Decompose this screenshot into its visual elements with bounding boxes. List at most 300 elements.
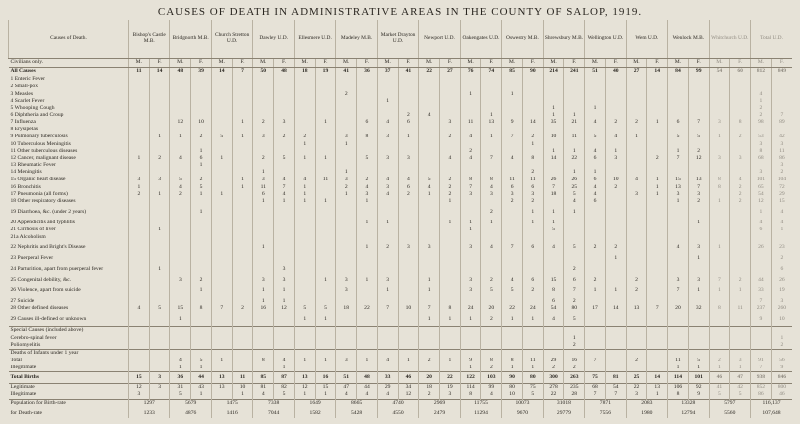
table-cell: 22 xyxy=(440,372,461,383)
table-cell: 3 xyxy=(605,155,626,162)
table-cell xyxy=(647,327,668,335)
table-cell xyxy=(481,141,502,148)
table-cell: 9 xyxy=(751,313,772,327)
table-cell: 4 xyxy=(294,177,315,184)
district-header: Shrewsbury M.B. xyxy=(543,20,584,58)
table-cell: 5 xyxy=(357,155,378,162)
cause-row xyxy=(9,127,793,134)
table-cell xyxy=(253,148,274,155)
table-cell xyxy=(730,84,751,91)
table-cell: 812 xyxy=(751,67,772,76)
table-cell: 3 xyxy=(377,184,398,191)
table-cell: 2 xyxy=(771,169,792,176)
table-cell xyxy=(294,91,315,98)
table-cell xyxy=(730,335,751,342)
table-cell xyxy=(585,298,606,305)
table-cell xyxy=(294,255,315,262)
table-cell xyxy=(149,349,170,357)
row-label: 13 Rheumatic Fever xyxy=(10,162,56,169)
table-cell xyxy=(751,349,772,357)
table-cell xyxy=(626,255,647,262)
table-cell: 7 xyxy=(377,305,398,312)
table-cell xyxy=(605,313,626,327)
table-cell: 1 xyxy=(315,358,336,365)
table-cell xyxy=(730,76,751,83)
table-cell: 92 xyxy=(688,383,709,391)
table-cell xyxy=(211,313,232,327)
table-cell xyxy=(129,313,150,327)
table-cell: 107,648 xyxy=(751,409,792,418)
table-cell xyxy=(191,349,212,357)
table-cell: 1 xyxy=(357,220,378,227)
row-label: Special Causes (included above) xyxy=(9,327,129,335)
table-cell xyxy=(398,127,419,134)
table-cell: 3 xyxy=(336,358,357,365)
table-cell xyxy=(315,335,336,342)
table-cell xyxy=(398,365,419,372)
table-cell: 15 xyxy=(129,372,150,383)
table-cell: 1 xyxy=(336,169,357,176)
row-label: 28 Other defined diseases xyxy=(10,305,69,312)
table-cell: 4 xyxy=(751,220,772,227)
table-cell: 6 xyxy=(668,119,689,126)
table-cell: 11 xyxy=(253,184,274,191)
table-cell xyxy=(585,91,606,98)
table-cell: 5 xyxy=(688,358,709,365)
table-cell xyxy=(336,105,357,112)
table-cell: 2 xyxy=(730,277,751,284)
table-cell xyxy=(419,169,440,176)
table-cell xyxy=(191,255,212,262)
table-cell: 1 xyxy=(191,148,212,155)
table-cell: 1 xyxy=(419,313,440,327)
table-cell xyxy=(564,234,585,241)
table-cell: 23 xyxy=(771,241,792,255)
table-cell: 1 xyxy=(730,284,751,298)
table-cell xyxy=(585,141,606,148)
table-cell: M. xyxy=(668,58,689,67)
table-cell: 37 xyxy=(377,67,398,76)
table-cell xyxy=(336,162,357,169)
table-cell xyxy=(751,162,772,169)
table-cell: 1 xyxy=(398,134,419,141)
table-cell xyxy=(315,191,336,198)
table-cell xyxy=(647,134,668,141)
table-cell xyxy=(585,205,606,219)
table-cell xyxy=(377,198,398,205)
table-cell: 1 xyxy=(522,205,543,219)
table-cell: 1 xyxy=(294,141,315,148)
table-cell xyxy=(564,105,585,112)
table-cell xyxy=(232,220,253,227)
table-cell xyxy=(315,141,336,148)
table-cell xyxy=(419,298,440,305)
table-cell: 2 xyxy=(730,134,751,141)
district-header: Dawley U.D. xyxy=(253,20,294,58)
table-cell xyxy=(232,105,253,112)
table-cell: 46 xyxy=(398,372,419,383)
table-cell: 7338 xyxy=(253,399,294,408)
row-label: Population for Birth-rate xyxy=(9,399,129,408)
table-cell xyxy=(502,76,523,83)
table-cell: 1 xyxy=(191,191,212,198)
table-cell xyxy=(336,298,357,305)
table-cell xyxy=(170,98,191,105)
table-cell: 19 xyxy=(771,284,792,298)
table-cell xyxy=(274,76,295,83)
table-cell xyxy=(191,227,212,234)
table-cell xyxy=(336,349,357,357)
table-cell xyxy=(605,220,626,227)
table-cell: 9 xyxy=(460,358,481,365)
table-cell xyxy=(211,105,232,112)
table-cell xyxy=(419,134,440,141)
row-label: Total Births xyxy=(9,372,129,383)
table-cell xyxy=(688,298,709,305)
table-cell: 263 xyxy=(564,372,585,383)
table-cell: 1 xyxy=(751,205,772,219)
table-cell: 8 xyxy=(481,177,502,184)
table-cell xyxy=(460,198,481,205)
table-cell xyxy=(232,313,253,327)
table-cell: 26 xyxy=(751,241,772,255)
table-cell: 5 xyxy=(730,391,751,399)
table-cell xyxy=(211,205,232,219)
table-cell xyxy=(211,198,232,205)
table-cell xyxy=(460,234,481,241)
table-cell: 5560 xyxy=(709,409,750,418)
table-cell: 7 xyxy=(502,241,523,255)
table-cell: 1 xyxy=(709,134,730,141)
table-cell xyxy=(751,255,772,262)
table-cell xyxy=(398,335,419,342)
table-cell xyxy=(315,220,336,227)
table-cell: 1 xyxy=(440,220,461,227)
table-cell: 11 xyxy=(129,67,150,76)
table-cell xyxy=(585,220,606,227)
table-cell: 19 xyxy=(440,383,461,391)
table-cell: 237 xyxy=(751,305,772,312)
table-cell: 2 xyxy=(771,255,792,262)
table-cell: 3 xyxy=(522,191,543,198)
table-cell: 1 xyxy=(522,220,543,227)
table-cell xyxy=(336,342,357,349)
table-cell xyxy=(129,342,150,349)
table-cell: 46 xyxy=(771,391,792,399)
table-cell xyxy=(502,127,523,134)
table-cell: 39 xyxy=(191,67,212,76)
table-cell: 4 xyxy=(730,177,751,184)
table-cell xyxy=(522,255,543,262)
table-cell xyxy=(668,98,689,105)
table-cell: 98 xyxy=(751,119,772,126)
table-cell: 1 xyxy=(211,191,232,198)
cause-row xyxy=(9,277,793,284)
table-cell xyxy=(440,277,461,284)
table-cell xyxy=(129,98,150,105)
table-cell: M. xyxy=(129,58,150,67)
table-cell: 3 xyxy=(751,169,772,176)
table-cell xyxy=(191,198,212,205)
table-cell: 1 xyxy=(357,277,378,284)
table-cell xyxy=(170,262,191,276)
table-cell: M. xyxy=(336,58,357,67)
table-cell xyxy=(357,148,378,155)
table-cell xyxy=(253,327,274,335)
table-cell xyxy=(460,127,481,134)
table-cell: 2 xyxy=(129,191,150,198)
table-cell xyxy=(129,284,150,298)
table-cell: 50 xyxy=(253,67,274,76)
table-cell xyxy=(440,141,461,148)
table-cell xyxy=(129,84,150,91)
table-cell xyxy=(170,169,191,176)
table-cell xyxy=(191,169,212,176)
table-cell: 7 xyxy=(688,119,709,126)
row-label: Poliomyelitis xyxy=(10,342,41,348)
table-cell xyxy=(626,327,647,335)
table-cell xyxy=(191,262,212,276)
table-cell xyxy=(357,335,378,342)
table-cell xyxy=(294,127,315,134)
table-cell: 5 xyxy=(585,134,606,141)
table-cell xyxy=(398,342,419,349)
table-cell xyxy=(440,84,461,91)
table-cell xyxy=(481,84,502,91)
district-header: Bridgnorth M.B. xyxy=(170,20,211,58)
table-cell xyxy=(315,298,336,305)
table-cell xyxy=(751,127,772,134)
table-cell xyxy=(149,162,170,169)
table-cell: 13 xyxy=(626,305,647,312)
table-cell xyxy=(626,365,647,372)
table-cell xyxy=(605,277,626,284)
table-cell: 1 xyxy=(336,191,357,198)
table-cell: 2 xyxy=(605,241,626,255)
row-label: 24 Parturition, apart from puerperal fever xyxy=(10,265,104,272)
table-cell xyxy=(709,313,730,327)
table-cell: 1 xyxy=(170,134,191,141)
table-cell xyxy=(170,141,191,148)
table-cell xyxy=(440,112,461,119)
table-cell xyxy=(253,98,274,105)
cause-row xyxy=(9,169,793,176)
table-cell: M. xyxy=(626,58,647,67)
table-cell xyxy=(377,298,398,305)
table-cell: 3 xyxy=(709,119,730,126)
row-label: 21a Alcoholism xyxy=(10,233,46,240)
cause-row xyxy=(9,234,793,241)
table-cell xyxy=(460,205,481,219)
table-cell: 3 xyxy=(751,141,772,148)
table-cell xyxy=(605,84,626,91)
table-cell xyxy=(502,105,523,112)
table-cell: 8 xyxy=(709,177,730,184)
table-cell: 4 xyxy=(357,184,378,191)
table-cell xyxy=(357,327,378,335)
table-cell xyxy=(170,127,191,134)
table-cell xyxy=(211,162,232,169)
table-cell xyxy=(294,112,315,119)
table-cell xyxy=(626,205,647,219)
table-cell: 1 xyxy=(294,184,315,191)
table-cell xyxy=(771,91,792,98)
table-cell: 75 xyxy=(522,383,543,391)
table-cell: 5 xyxy=(564,313,585,327)
table-cell: 2 xyxy=(440,177,461,184)
table-cell: 5 xyxy=(191,358,212,365)
table-cell xyxy=(419,162,440,169)
table-cell: F. xyxy=(605,58,626,67)
table-cell: 1 xyxy=(460,313,481,327)
table-cell: 10 xyxy=(191,119,212,126)
table-cell: 1 xyxy=(357,241,378,255)
table-cell: 11 xyxy=(502,177,523,184)
table-cell xyxy=(357,234,378,241)
table-cell xyxy=(253,262,274,276)
table-cell: 2 xyxy=(191,177,212,184)
table-cell: 4 xyxy=(585,191,606,198)
table-cell xyxy=(232,84,253,91)
table-cell xyxy=(191,313,212,327)
table-cell xyxy=(522,105,543,112)
table-cell xyxy=(522,262,543,276)
table-cell xyxy=(129,141,150,148)
table-cell: 2 xyxy=(357,177,378,184)
table-cell xyxy=(585,327,606,335)
table-cell xyxy=(647,227,668,234)
table-cell xyxy=(419,365,440,372)
table-cell: 2 xyxy=(232,305,253,312)
table-cell xyxy=(585,84,606,91)
table-cell xyxy=(481,298,502,305)
table-cell: 2 xyxy=(460,148,481,155)
table-cell xyxy=(294,262,315,276)
table-cell: 1 xyxy=(481,134,502,141)
table-cell: 15 xyxy=(668,177,689,184)
table-cell xyxy=(626,335,647,342)
table-cell: 7 xyxy=(543,184,564,191)
table-cell xyxy=(502,234,523,241)
table-cell xyxy=(481,262,502,276)
table-cell: 5 xyxy=(709,391,730,399)
table-cell: 4 xyxy=(543,313,564,327)
table-cell: 2 xyxy=(564,342,585,349)
row-label: 10 Tuberculous Meningitis xyxy=(10,140,71,147)
table-cell: 3 xyxy=(129,391,150,399)
table-cell: 3 xyxy=(709,155,730,162)
table-cell: 48 xyxy=(357,372,378,383)
table-cell xyxy=(605,91,626,98)
row-label: Total xyxy=(10,357,22,364)
table-cell: 33 xyxy=(751,284,772,298)
table-cell: 6 xyxy=(751,227,772,234)
table-cell xyxy=(253,205,274,219)
table-cell xyxy=(170,105,191,112)
table-cell xyxy=(502,255,523,262)
table-cell: 4876 xyxy=(170,409,211,418)
row-label: 6 Diphtheria and Croup xyxy=(10,112,64,118)
table-cell xyxy=(357,342,378,349)
table-cell: M. xyxy=(211,58,232,67)
table-cell: 1 xyxy=(232,134,253,141)
table-cell xyxy=(585,255,606,262)
table-cell xyxy=(647,284,668,298)
district-header: Bishop's Castle M.B. xyxy=(129,20,170,58)
table-cell: 1 xyxy=(253,284,274,298)
table-cell: 278 xyxy=(543,383,564,391)
table-cell xyxy=(336,205,357,219)
row-label: Legitimate xyxy=(9,383,129,391)
table-cell: 1 xyxy=(191,205,212,219)
table-cell: 15 xyxy=(170,305,191,312)
table-cell xyxy=(170,198,191,205)
table-cell xyxy=(522,298,543,305)
table-cell: 54 xyxy=(709,67,730,76)
table-cell xyxy=(564,98,585,105)
table-cell: 7 xyxy=(709,277,730,284)
table-cell xyxy=(647,91,668,98)
table-cell: 2 xyxy=(149,155,170,162)
table-cell xyxy=(336,220,357,227)
table-cell xyxy=(668,141,689,148)
table-cell xyxy=(751,335,772,342)
table-cell xyxy=(460,76,481,83)
table-cell: 36 xyxy=(170,372,191,383)
table-cell xyxy=(294,148,315,155)
table-cell: 5 xyxy=(294,305,315,312)
table-cell: 1 xyxy=(585,105,606,112)
table-cell: 1416 xyxy=(211,409,252,418)
table-cell: 68 xyxy=(751,155,772,162)
table-cell xyxy=(730,313,751,327)
table-cell xyxy=(481,227,502,234)
table-cell: 1 xyxy=(191,284,212,298)
table-cell xyxy=(440,98,461,105)
table-cell xyxy=(647,262,668,276)
table-cell: F. xyxy=(564,58,585,67)
table-cell xyxy=(502,169,523,176)
table-cell: 7 xyxy=(502,134,523,141)
table-cell xyxy=(294,227,315,234)
table-cell: 48 xyxy=(170,67,191,76)
table-cell: 1 xyxy=(294,155,315,162)
table-cell xyxy=(440,255,461,262)
table-cell: 5 xyxy=(274,391,295,399)
table-cell: 4 xyxy=(626,177,647,184)
table-cell: 260 xyxy=(771,305,792,312)
row-label: 4 Scarlet Fever xyxy=(10,97,45,104)
table-cell: 4 xyxy=(377,391,398,399)
table-cell xyxy=(357,98,378,105)
table-cell xyxy=(336,155,357,162)
table-cell: 1 xyxy=(709,241,730,255)
table-cell: F. xyxy=(440,58,461,67)
table-cell xyxy=(232,127,253,134)
table-cell xyxy=(688,313,709,327)
table-cell xyxy=(377,327,398,335)
table-cell xyxy=(191,98,212,105)
cause-row xyxy=(9,76,793,83)
table-cell xyxy=(253,234,274,241)
table-cell: 7 xyxy=(668,284,689,298)
table-cell xyxy=(771,98,792,105)
table-cell xyxy=(502,84,523,91)
table-cell xyxy=(149,284,170,298)
table-cell xyxy=(377,141,398,148)
table-cell: 4 xyxy=(481,391,502,399)
table-cell: 1 xyxy=(543,148,564,155)
